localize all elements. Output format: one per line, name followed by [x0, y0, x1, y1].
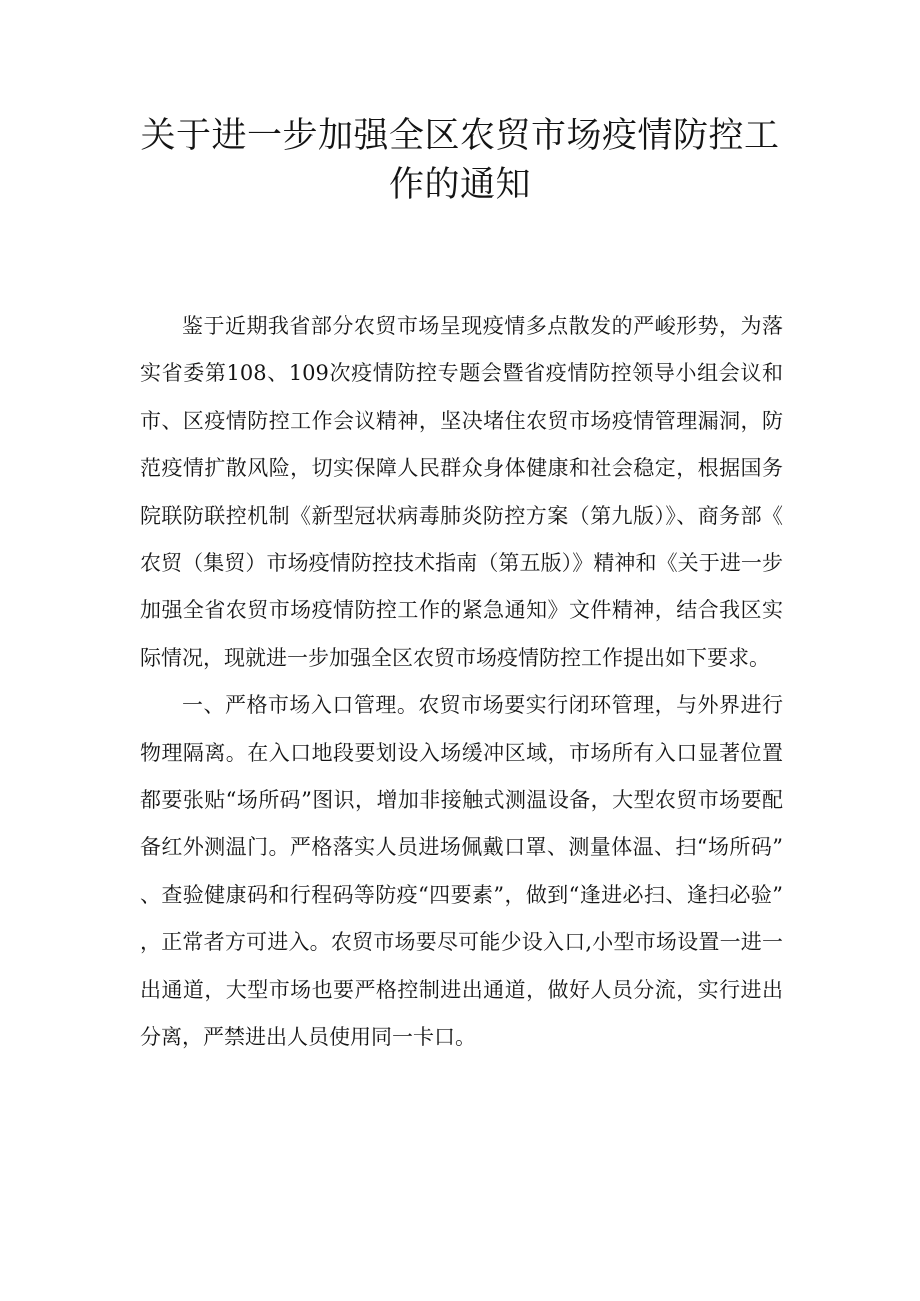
- document-title: [140, 112, 780, 210]
- document-body: [140, 303, 783, 1062]
- title-line-1: 关于进一步加强全区农贸市场疫情防控工: [140, 116, 780, 156]
- paragraph-section-1: 一、严格市场入口管理。农贸市场要实行闭环管理，与外界进行物理隔离。在入口地段要划设入场缓冲区域，市场所有入口显著位置都要张贴“场所码”图识，增加非接触式测温设备，大型农贸市场要配备红外测温门。严格落实人员进场佩戴口罩、测量体温、扫“场所码”、查验健康码和行程码等防疫“四要素”，做到“逢进必扫、逢扫必验”，正常者方可进入。农贸市场要尽可能少设入口,小型市场设置一进一出通道，大型市场也要严格控制进出通道，做好人员分流，实行进出分离，严禁进出人员使用同一卡口。: [140, 693, 783, 1050]
- title-line-2: 作的通知: [388, 165, 531, 205]
- paragraph-intro: 鉴于近期我省部分农贸市场呈现疫情多点散发的严峻形势，为落实省委第108、109次疫情防控专题会暨省疫情防控领导小组会议和市、区疫情防控工作会议精神，坚决堵住农贸市场疫情管理漏洞，防范疫情扩散风险，切实保障人民群众身体健康和社会稳定，根据国务院联防联控机制《新型冠状病毒肺炎防控方案（第九版）》、商务部《农贸（集贸）市场疫情防控技术指南（第五版）》精神和《关于进一步加强全省农贸市场疫情防控工作的紧急通知》文件精神，结合我区实际情况，现就进一步加强全区农贸市场疫情防控工作提出如下要求。: [140, 314, 783, 670]
